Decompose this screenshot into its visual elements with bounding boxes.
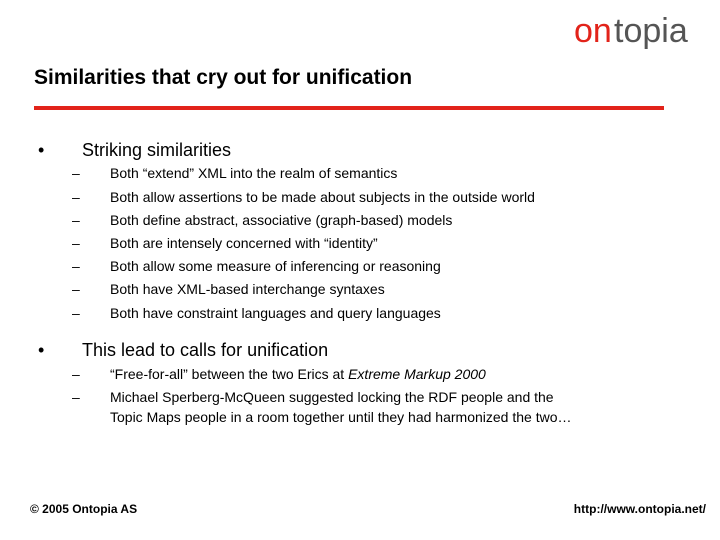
footer-copyright: © 2005 Ontopia AS	[30, 502, 138, 516]
sub-bullet-text-continuation: Topic Maps people in a room together until they had harmonized the two…	[110, 409, 572, 425]
bullet-text: This lead to calls for unification	[82, 340, 329, 360]
sub-bullet-text	[110, 366, 486, 382]
sub-bullet-marker: –	[72, 212, 80, 228]
sub-bullet-marker: –	[72, 189, 80, 205]
bullet-text: Striking similarities	[82, 140, 232, 160]
bullet-marker: •	[38, 140, 45, 160]
sub-bullet-text: Both define abstract, associative (graph-based) models	[110, 212, 453, 228]
sub-bullet-marker: –	[72, 281, 80, 297]
title-rule	[34, 106, 664, 110]
slide-title: Similarities that cry out for unification	[34, 66, 413, 89]
sub-bullet-text: Both have XML-based interchange syntaxes	[110, 281, 385, 297]
sub-bullet-text-plain: “Free-for-all” between the two Erics at	[110, 366, 349, 382]
logo-text-on: on	[574, 12, 612, 50]
sub-bullet-text: Michael Sperberg-McQueen suggested locking the RDF people and the	[110, 389, 554, 405]
sub-bullet-marker: –	[72, 165, 80, 181]
sub-bullet-marker: –	[72, 258, 80, 274]
ontopia-logo	[572, 8, 712, 56]
conference-name: Extreme Markup 2000	[348, 366, 486, 382]
logo-text-topia: topia	[614, 12, 688, 50]
sub-bullet-text: Both have constraint languages and query languages	[110, 305, 441, 321]
sub-bullet-marker: –	[72, 389, 80, 405]
sub-bullet-marker: –	[72, 235, 80, 251]
sub-bullet-text: Both are intensely concerned with “identity”	[110, 235, 378, 251]
footer-url: http://www.ontopia.net/	[573, 502, 706, 516]
sub-bullet-marker: –	[72, 305, 80, 321]
sub-bullet-marker: –	[72, 366, 80, 382]
sub-bullet-text: Both allow some measure of inferencing or reasoning	[110, 258, 441, 274]
bullet-marker: •	[38, 340, 45, 360]
sub-bullet-text: Both “extend” XML into the realm of semantics	[110, 165, 398, 181]
sub-bullet-text: Both allow assertions to be made about subjects in the outside world	[110, 189, 535, 205]
